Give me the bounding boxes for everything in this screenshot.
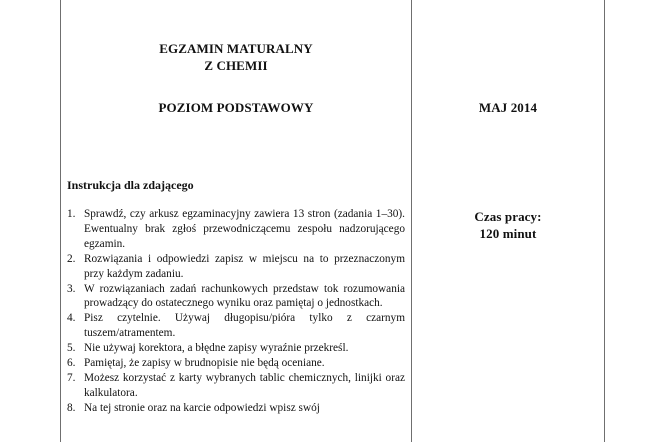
instruction-item — [67, 356, 405, 371]
instruction-number: 6. — [67, 357, 76, 370]
instruction-text: W rozwiązaniach zadań rachunkowych przedstaw tok rozumowania prowadzący do ostatecznego wyniku oraz pamiętaj o jednostkach. — [84, 282, 405, 310]
instruction-item — [67, 371, 405, 401]
instruction-number: 4. — [67, 312, 76, 325]
instruction-text: Pisz czytelnie. Używaj długopisu/pióra tylko z czarnym tuszem/atramentem. — [84, 312, 405, 340]
duration-label: Czas pracy: — [474, 209, 542, 224]
right-margin-rule — [604, 0, 605, 442]
exam-date: MAJ 2014 — [478, 100, 538, 115]
instruction-number: 2. — [67, 252, 76, 265]
instruction-text: Rozwiązania i odpowiedzi zapisz w miejscu na to przeznaczonym przy każdym zadaniu. — [84, 252, 405, 280]
instruction-number: 7. — [67, 371, 76, 384]
exam-title-line-1: EGZAMIN MATURALNY — [159, 41, 313, 56]
instruction-item — [67, 311, 405, 341]
instruction-item — [67, 207, 405, 252]
instructions-heading: Instrukcja dla zdającego — [67, 178, 194, 192]
exam-level: POZIOM PODSTAWOWY — [158, 100, 314, 115]
instruction-text: Możesz korzystać z karty wybranych tablic chemicznych, linijki oraz kalkulatora. — [84, 371, 405, 399]
exam-title — [61, 40, 411, 74]
instruction-number: 8. — [67, 401, 76, 414]
instruction-item — [67, 282, 405, 312]
instruction-item — [67, 401, 405, 416]
instruction-number: 5. — [67, 342, 76, 355]
instruction-text: Sprawdź, czy arkusz egzaminacyjny zawiera 13 stron (zadania 1–30). Ewentualny brak zgłoś przewodniczącemu zespołu nadzorującego egzamin. — [84, 208, 405, 250]
exam-duration — [412, 208, 604, 242]
instruction-number: 3. — [67, 282, 76, 295]
exam-title-line-2: Z CHEMII — [204, 58, 268, 73]
duration-value: 120 minut — [479, 226, 537, 241]
instruction-item — [67, 252, 405, 282]
instruction-text: Nie używaj korektora, a błędne zapisy wyraźnie przekreśl. — [84, 342, 349, 355]
instruction-text: Na tej stronie oraz na karcie odpowiedzi wpisz swój — [84, 401, 320, 414]
instruction-number: 1. — [67, 208, 76, 220]
instructions-list — [67, 207, 405, 416]
instruction-text: Pamiętaj, że zapisy w brudnopisie nie będą oceniane. — [84, 357, 325, 370]
instruction-item — [67, 341, 405, 356]
